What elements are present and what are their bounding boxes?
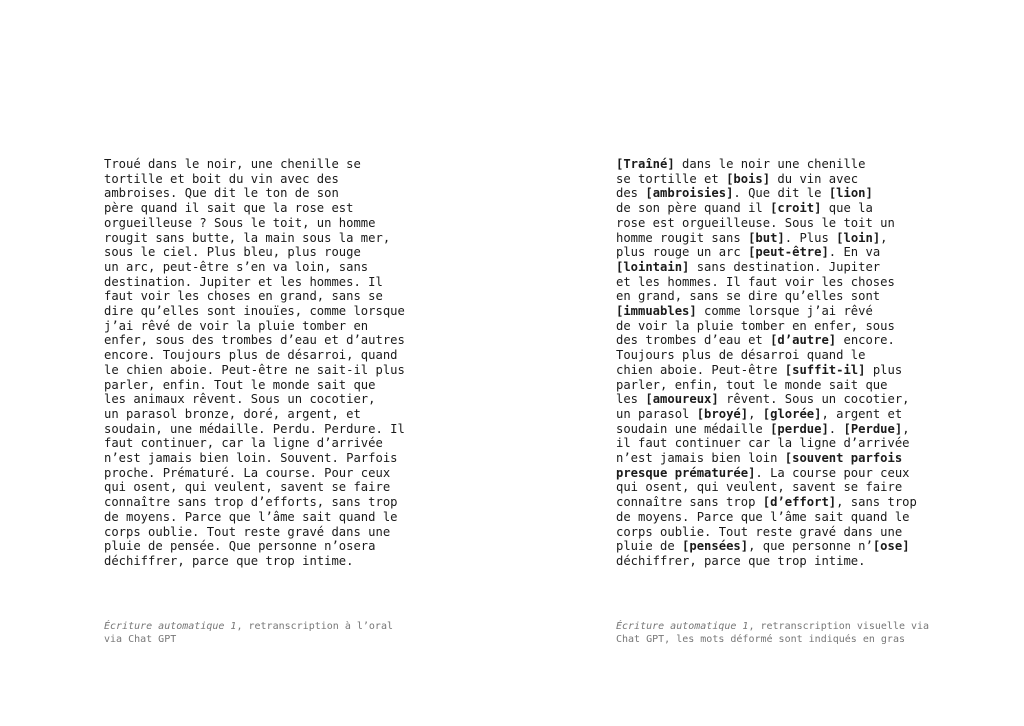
text-segment: des (616, 186, 646, 201)
deformed-word: [loin] (836, 230, 881, 245)
caption-text-line2: Chat GPT, les mots déformé sont indiqués en gras (616, 634, 905, 645)
text-segment: corps oublie. Tout reste gravé dans une (616, 524, 903, 539)
text-line: de moyens. Parce que l’âme sait quand le (104, 509, 398, 524)
deformed-word: [immuables] (616, 304, 697, 319)
text-line: orgueilleuse ? Sous le toit, un homme (104, 215, 376, 230)
text-segment: soudain une médaille (616, 421, 771, 436)
text-segment: . En va (828, 245, 881, 260)
text-segment: n’est jamais bien loin (616, 451, 785, 466)
text-line (616, 319, 946, 334)
text-segment: connaître sans trop (616, 495, 763, 510)
text-line (616, 451, 946, 466)
text-line: connaître sans trop d’efforts, sans trop (104, 495, 398, 510)
text-segment: dans le noir une chenille (674, 157, 866, 171)
text-segment: pluie de (616, 539, 683, 554)
text-segment: qui osent, qui veulent, savent se faire (616, 480, 903, 495)
text-line: ambroises. Que dit le ton de son (104, 186, 339, 201)
text-line (616, 289, 946, 304)
text-segment: , (880, 230, 888, 245)
text-segment: comme lorsque j’ai rêvé (696, 304, 873, 319)
text-segment: déchiffrer, parce que trop intime. (616, 553, 866, 568)
caption-oral (104, 620, 434, 646)
text-line: destination. Jupiter et les hommes. Il (104, 274, 383, 289)
text-segment: du vin avec (770, 171, 859, 186)
deformed-word: [amoureux] (645, 392, 719, 407)
text-segment: chien aboie. Peut-être (616, 362, 785, 377)
text-segment: Toujours plus de désarroi quand le (616, 348, 866, 363)
text-segment: . (828, 421, 844, 436)
text-line (616, 363, 946, 378)
text-line (616, 422, 946, 437)
text-segment: homme rougit sans (616, 230, 749, 245)
deformed-word: [d’autre] (770, 333, 837, 348)
text-segment: et les hommes. Il faut voir les choses (616, 274, 895, 289)
text-line: père quand il sait que la rose est (104, 201, 354, 216)
text-segment: , argent et (821, 406, 903, 421)
deformed-word: [perdue] (770, 421, 829, 436)
deformed-word: [broyé] (696, 406, 749, 421)
caption-title: Écriture automatique 1 (104, 621, 237, 632)
text-line (616, 348, 946, 363)
text-segment: rose est orgueilleuse. Sous le toit un (616, 215, 895, 230)
text-segment: sans destination. Jupiter (689, 259, 881, 274)
text-line: n’est jamais bien loin. Souvent. Parfois (104, 451, 398, 466)
text-line: un parasol bronze, doré, argent, et (104, 406, 361, 421)
text-segment: que la (821, 201, 873, 216)
text-line (616, 245, 946, 260)
text-segment: . Que dit le (733, 186, 829, 201)
text-line: enfer, sous des trombes d’eau et d’autres (104, 333, 405, 348)
text-segment: , (748, 406, 763, 421)
text-line (616, 275, 946, 290)
deformed-word: [glorée] (762, 406, 822, 421)
text-line: tortille et boit du vin avec des (104, 171, 339, 186)
text-line (616, 231, 946, 246)
text-segment: , que personne n’ (748, 539, 873, 554)
text-line: corps oublie. Tout reste gravé dans une (104, 524, 391, 539)
text-line: sous le ciel. Plus bleu, plus rouge (104, 245, 361, 260)
deformed-word: [d’effort] (762, 495, 837, 510)
text-line: qui osent, qui veulent, savent se faire (104, 480, 391, 495)
text-line: parler, enfin. Tout le monde sait que (104, 377, 376, 392)
deformed-word: [ose] (872, 539, 910, 554)
text-line (616, 186, 946, 201)
text-segment: les (616, 392, 646, 407)
caption-visual (616, 620, 946, 646)
caption-title: Écriture automatique 1 (616, 621, 749, 632)
text-line (616, 480, 946, 495)
text-segment: de son père quand il (616, 201, 771, 216)
text-segment: encore. (836, 333, 895, 348)
deformed-word: [lointain] (616, 259, 690, 274)
deformed-word: [bois] (726, 171, 771, 186)
text-segment: se tortille et (616, 171, 727, 186)
text-line: Troué dans le noir, une chenille se (104, 157, 361, 171)
text-line: les animaux rêvent. Sous un cocotier, (104, 392, 376, 407)
text-line (616, 466, 946, 481)
text-line: proche. Prématuré. La course. Pour ceux (104, 465, 391, 480)
text-line: soudain, une médaille. Perdu. Perdure. Il (104, 421, 405, 436)
text-line (616, 436, 946, 451)
visual-transcription-text (616, 157, 946, 569)
text-segment: plus (865, 362, 903, 377)
text-line (616, 172, 946, 187)
text-segment: de moyens. Parce que l’âme sait quand le (616, 509, 910, 524)
text-segment: parler, enfin, tout le monde sait que (616, 377, 888, 392)
text-line (616, 525, 946, 540)
text-line: j’ai rêvé de voir la pluie tomber en (104, 318, 369, 333)
text-segment: , (902, 421, 910, 436)
text-segment: . Plus (784, 230, 837, 245)
text-line (616, 378, 946, 393)
deformed-word: [croit] (770, 201, 822, 216)
oral-transcription-text (104, 157, 434, 569)
deformed-word: [ambroisies] (645, 186, 734, 201)
text-line (616, 157, 946, 172)
text-line: faut voir les choses en grand, sans se (104, 289, 383, 304)
text-line (616, 333, 946, 348)
text-line (616, 554, 946, 569)
text-segment: en grand, sans se dire qu’elles sont (616, 289, 881, 304)
deformed-word: [souvent parfois (784, 451, 903, 466)
text-segment: . La course pour ceux (755, 465, 910, 480)
deformed-word: [pensées] (682, 539, 749, 554)
deformed-word: [Perdue] (843, 421, 903, 436)
text-line: le chien aboie. Peut-être ne sait-il plus (104, 362, 405, 377)
text-line (616, 216, 946, 231)
text-line (616, 495, 946, 510)
text-segment: il faut continuer car la ligne d’arrivée (616, 436, 910, 451)
text-line (616, 201, 946, 216)
text-segment: des trombes d’eau et (616, 333, 771, 348)
text-line: déchiffrer, parce que trop intime. (104, 553, 354, 568)
caption-text-line2: via Chat GPT (104, 634, 177, 645)
text-line (616, 304, 946, 319)
text-segment: plus rouge un arc (616, 245, 749, 260)
caption-text: , retranscription à l’oral (236, 621, 393, 632)
text-segment: rêvent. Sous un cocotier, (718, 392, 910, 407)
text-segment: un parasol (616, 406, 697, 421)
text-line: encore. Toujours plus de désarroi, quand (104, 348, 398, 363)
text-line (616, 510, 946, 525)
text-line: rougit sans butte, la main sous la mer, (104, 230, 391, 245)
caption-text: , retranscription visuelle via (748, 621, 930, 632)
text-segment: de voir la pluie tomber en enfer, sous (616, 318, 895, 333)
text-line: pluie de pensée. Que personne n’osera (104, 539, 376, 554)
deformed-word: presque prématurée] (616, 465, 756, 480)
text-line: dire qu’elles sont inouïes, comme lorsque (104, 304, 405, 319)
deformed-word: [but] (748, 230, 785, 245)
deformed-word: [lion] (828, 186, 873, 201)
text-line: faut continuer, car la ligne d’arrivée (104, 436, 383, 451)
text-line (616, 392, 946, 407)
text-line (616, 539, 946, 554)
deformed-word: [peut-être] (748, 245, 829, 260)
deformed-word: [Traîné] (616, 157, 675, 171)
text-segment: , sans trop (836, 495, 917, 510)
text-line (616, 407, 946, 422)
text-line: un arc, peut-être s’en va loin, sans (104, 259, 369, 274)
deformed-word: [suffit-il] (784, 362, 866, 377)
text-line (616, 260, 946, 275)
